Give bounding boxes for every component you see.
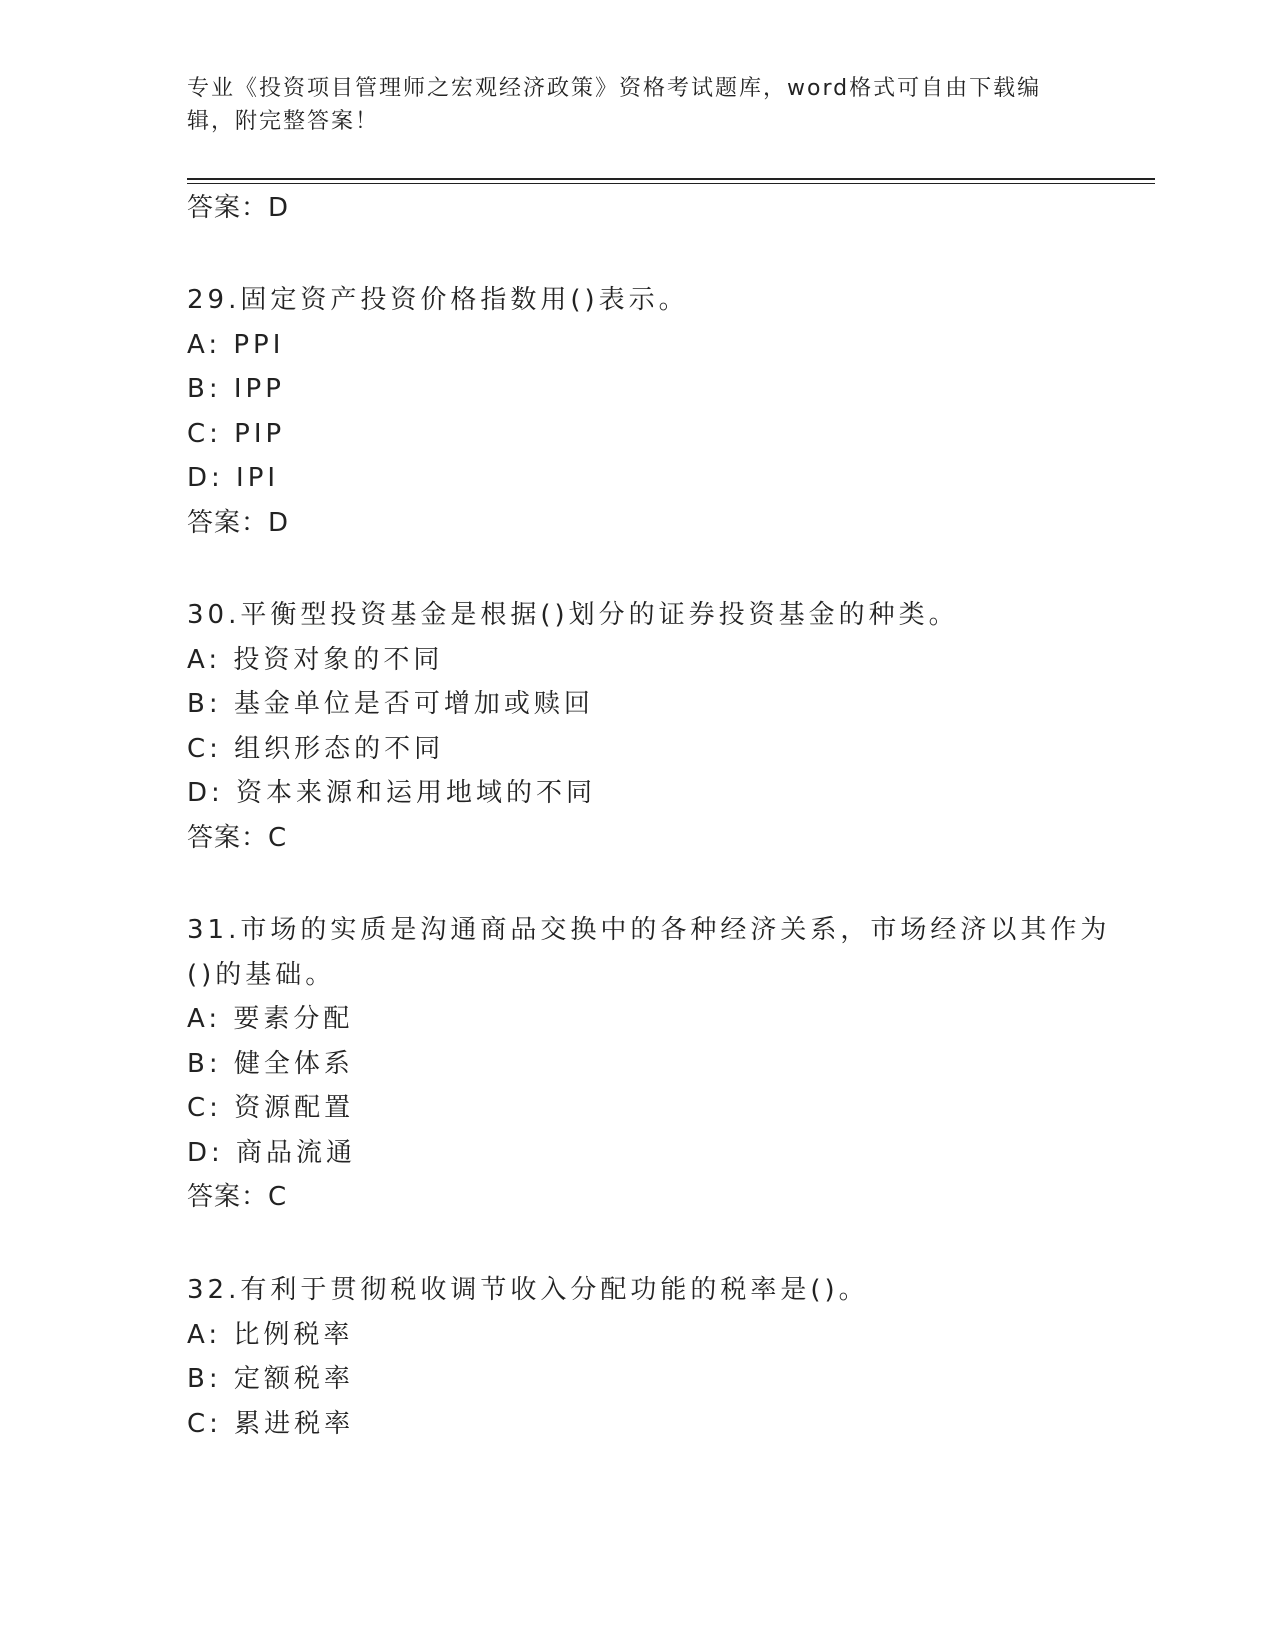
- question-32-option-c: C: 累进税率: [187, 1409, 355, 1439]
- header-line-1: 专业《投资项目管理师之宏观经济政策》资格考试题库，word格式可自由下载编: [187, 76, 1042, 101]
- question-31-option-c: C: 资源配置: [187, 1093, 355, 1123]
- question-30-answer: 答案：C: [187, 823, 288, 853]
- answer-28: 答案：D: [187, 193, 290, 223]
- question-29-option-b: B: IPP: [187, 374, 285, 404]
- question-30-stem: 30.平衡型投资基金是根据()划分的证券投资基金的种类。: [187, 600, 959, 630]
- question-31-option-b: B: 健全体系: [187, 1049, 354, 1079]
- question-31-answer: 答案：C: [187, 1182, 288, 1212]
- question-30-option-a: A: 投资对象的不同: [187, 645, 444, 675]
- question-31-stem-line-1: 31.市场的实质是沟通商品交换中的各种经济关系，市场经济以其作为: [187, 915, 1111, 945]
- question-32-stem: 32.有利于贯彻税收调节收入分配功能的税率是()。: [187, 1275, 869, 1305]
- question-31-stem-line-2: ()的基础。: [187, 960, 336, 990]
- question-29-answer: 答案：D: [187, 508, 290, 538]
- header-line-2: 辑，附完整答案！: [187, 109, 380, 134]
- question-32-option-b: B: 定额税率: [187, 1364, 354, 1394]
- header-divider-thin: [187, 183, 1155, 184]
- question-30-option-b: B: 基金单位是否可增加或赎回: [187, 689, 594, 719]
- question-31-option-a: A: 要素分配: [187, 1004, 354, 1034]
- question-29-stem: 29.固定资产投资价格指数用()表示。: [187, 285, 689, 315]
- document-header: [187, 72, 1067, 138]
- question-29-option-c: C: PIP: [187, 419, 286, 449]
- question-30-option-d: D: 资本来源和运用地域的不同: [187, 778, 597, 808]
- question-29-option-a: A: PPI: [187, 330, 285, 360]
- header-divider: [187, 178, 1155, 180]
- question-30-option-c: C: 组织形态的不同: [187, 734, 445, 764]
- question-29-option-d: D: IPI: [187, 463, 280, 493]
- question-32-option-a: A: 比例税率: [187, 1320, 354, 1350]
- question-31-option-d: D: 商品流通: [187, 1138, 357, 1168]
